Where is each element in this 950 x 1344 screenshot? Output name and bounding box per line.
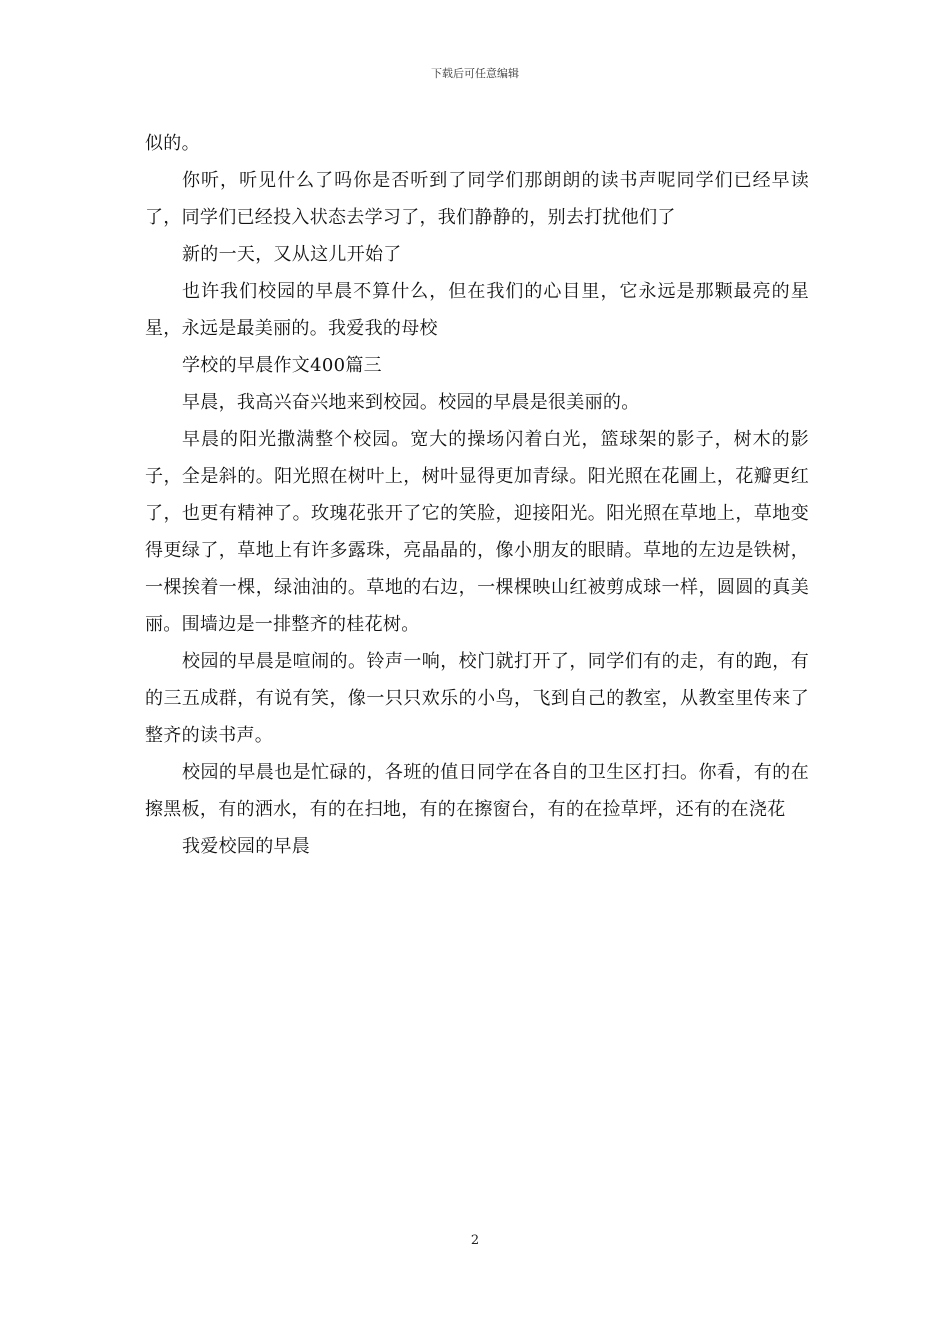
document-body [145,125,809,865]
paragraph: 也许我们校园的早晨不算什么，但在我们的心目里，它永远是那颗最亮的星星，永远是最美丽的。我爱我的母校 [145,281,809,339]
paragraph: 我爱校园的早晨 [182,836,311,857]
paragraph: 你听，听见什么了吗你是否听到了同学们那朗朗的读书声呢同学们已经早读了，同学们已经投入状态去学习了，我们静静的，别去打扰他们了 [145,170,809,228]
paragraph: 似的。 [145,133,200,154]
paragraph: 早晨，我高兴奋兴地来到校园。校园的早晨是很美丽的。 [182,392,640,413]
page-number: 2 [470,1233,480,1248]
page-header: 下载后可任意编辑 [431,67,519,80]
section-heading: 学校的早晨作文400篇三 [182,355,382,376]
paragraph: 新的一天，又从这儿开始了 [182,244,402,265]
paragraph: 校园的早晨也是忙碌的，各班的值日同学在各自的卫生区打扫。你看，有的在擦黑板，有的洒水，有的在扫地，有的在擦窗台，有的在捡草坪，还有的在浇花 [145,762,809,820]
paragraph: 校园的早晨是喧闹的。铃声一响，校门就打开了，同学们有的走，有的跑，有的三五成群，有说有笑，像一只只欢乐的小鸟，飞到自己的教室，从教室里传来了整齐的读书声。 [145,651,809,746]
paragraph: 早晨的阳光撒满整个校园。宽大的操场闪着白光，篮球架的影子，树木的影子，全是斜的。阳光照在树叶上，树叶显得更加青绿。阳光照在花圃上，花瓣更红了，也更有精神了。玫瑰花张开了它的笑脸，迎接阳光。阳光照在草地上，草地变得更绿了，草地上有许多露珠，亮晶晶的，像小朋友的眼睛。草地的左边是铁树，一棵挨着一棵，绿油油的。草地的右边，一棵棵映山红被剪成球一样，圆圆的真美丽。围墙边是一排整齐的桂花树。 [145,429,809,635]
